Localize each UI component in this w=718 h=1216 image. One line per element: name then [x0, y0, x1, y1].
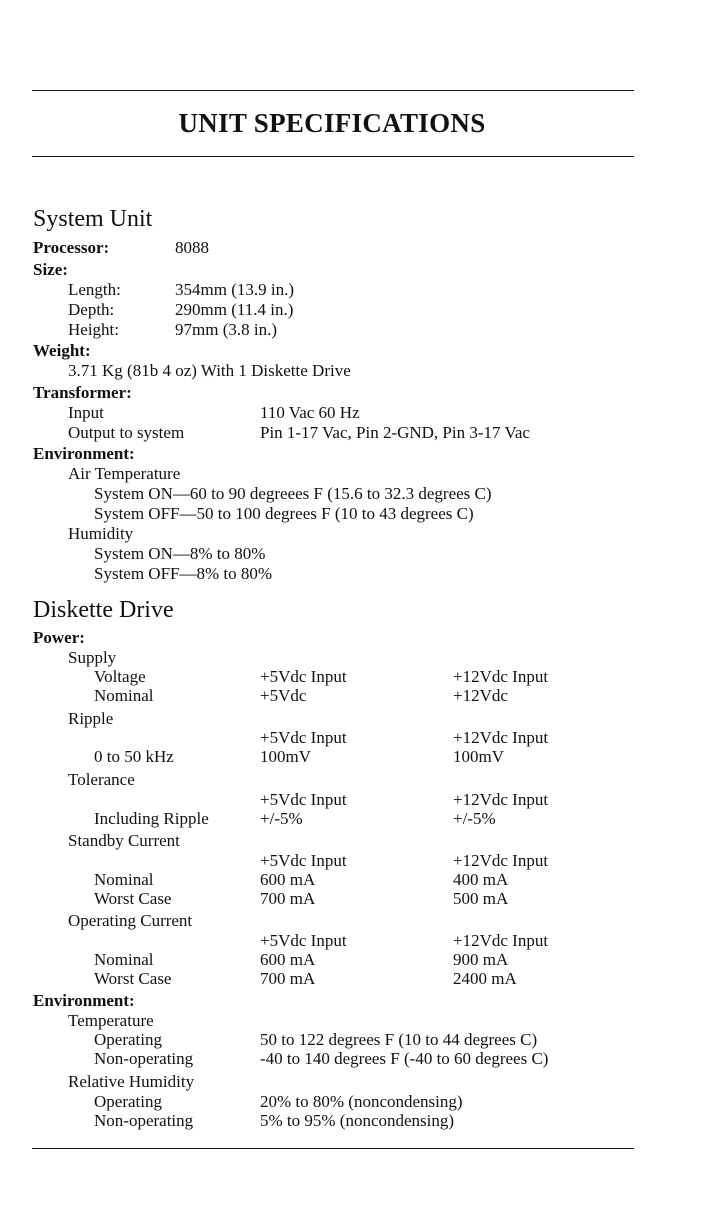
output-label: Output to system: [68, 423, 185, 442]
size-label: Size:: [33, 260, 68, 279]
nominal-5v: +5Vdc: [260, 686, 307, 705]
humidity-off: System OFF—8% to 80%: [94, 564, 273, 583]
operating-nominal-label: Nominal: [94, 950, 154, 969]
operating-nominal-12v: 900 mA: [453, 950, 509, 969]
weight-label: Weight:: [33, 341, 91, 360]
standby-header-12v: +12Vdc Input: [453, 851, 549, 870]
air-temperature-label: Air Temperature: [68, 464, 181, 483]
temp-operating-value: 50 to 122 degrees F (10 to 44 degrees C): [260, 1030, 538, 1049]
system-unit-heading: System Unit: [33, 206, 153, 232]
supply-label: Supply: [68, 648, 117, 667]
standby-header-5v: +5Vdc Input: [260, 851, 347, 870]
ripple-header-5v: +5Vdc Input: [260, 728, 347, 747]
top-rule: [32, 90, 634, 91]
nominal-label: Nominal: [94, 686, 154, 705]
length-label: Length:: [68, 280, 121, 299]
depth-value: 290mm (11.4 in.): [175, 300, 294, 319]
processor-value: 8088: [175, 238, 209, 257]
bottom-rule: [32, 1148, 634, 1149]
relative-humidity-label: Relative Humidity: [68, 1072, 195, 1091]
standby-current-label: Standby Current: [68, 831, 180, 850]
ripple-5v: 100mV: [260, 747, 311, 766]
title-rule: [32, 156, 634, 157]
temp-operating-label: Operating: [94, 1030, 162, 1049]
weight-value: 3.71 Kg (81b 4 oz) With 1 Diskette Drive: [68, 361, 351, 380]
standby-nominal-5v: 600 mA: [260, 870, 316, 889]
ripple-range-label: 0 to 50 kHz: [94, 747, 174, 766]
ripple-12v: 100mV: [453, 747, 504, 766]
diskette-drive-heading: Diskette Drive: [33, 597, 174, 623]
voltage-label: Voltage: [94, 667, 146, 686]
diskette-environment-label: Environment:: [33, 991, 135, 1010]
operating-nominal-5v: 600 mA: [260, 950, 316, 969]
transformer-label: Transformer:: [33, 383, 132, 402]
processor-label: Processor:: [33, 238, 110, 257]
output-value: Pin 1-17 Vac, Pin 2-GND, Pin 3-17 Vac: [260, 423, 530, 442]
tolerance-5v: +/-5%: [260, 809, 303, 828]
including-ripple-label: Including Ripple: [94, 809, 209, 828]
standby-worst-5v: 700 mA: [260, 889, 316, 908]
operating-current-label: Operating Current: [68, 911, 193, 930]
input-value: 110 Vac 60 Hz: [260, 403, 360, 422]
operating-header-12v: +12Vdc Input: [453, 931, 549, 950]
voltage-5v: +5Vdc Input: [260, 667, 347, 686]
temp-nonoperating-label: Non-operating: [94, 1049, 194, 1068]
standby-nominal-12v: 400 mA: [453, 870, 509, 889]
environment-label: Environment:: [33, 444, 135, 463]
height-value: 97mm (3.8 in.): [175, 320, 277, 339]
tolerance-header-12v: +12Vdc Input: [453, 790, 549, 809]
rh-nonoperating-value: 5% to 95% (noncondensing): [260, 1111, 455, 1130]
nominal-12v: +12Vdc: [453, 686, 508, 705]
temp-nonoperating-value: -40 to 140 degrees F (-40 to 60 degrees C): [260, 1049, 549, 1068]
voltage-12v: +12Vdc Input: [453, 667, 549, 686]
rh-operating-value: 20% to 80% (noncondensing): [260, 1092, 463, 1111]
input-label: Input: [68, 403, 104, 422]
standby-worst-label: Worst Case: [94, 889, 172, 908]
air-temp-off: System OFF—50 to 100 degrees F (10 to 43 degrees C): [94, 504, 474, 523]
air-temp-on: System ON—60 to 90 degreees F (15.6 to 32.3 degrees C): [94, 484, 492, 503]
operating-worst-label: Worst Case: [94, 969, 172, 988]
temperature-label: Temperature: [68, 1011, 154, 1030]
length-value: 354mm (13.9 in.): [175, 280, 294, 299]
standby-nominal-label: Nominal: [94, 870, 154, 889]
standby-worst-12v: 500 mA: [453, 889, 509, 908]
rh-operating-label: Operating: [94, 1092, 162, 1111]
humidity-label: Humidity: [68, 524, 134, 543]
tolerance-12v: +/-5%: [453, 809, 496, 828]
ripple-header-12v: +12Vdc Input: [453, 728, 549, 747]
power-label: Power:: [33, 628, 85, 647]
humidity-on: System ON—8% to 80%: [94, 544, 266, 563]
depth-label: Depth:: [68, 300, 115, 319]
operating-header-5v: +5Vdc Input: [260, 931, 347, 950]
tolerance-label: Tolerance: [68, 770, 135, 789]
operating-worst-12v: 2400 mA: [453, 969, 517, 988]
tolerance-header-5v: +5Vdc Input: [260, 790, 347, 809]
ripple-label: Ripple: [68, 709, 114, 728]
operating-worst-5v: 700 mA: [260, 969, 316, 988]
height-label: Height:: [68, 320, 119, 339]
rh-nonoperating-label: Non-operating: [94, 1111, 194, 1130]
page-title: UNIT SPECIFICATIONS: [178, 108, 486, 138]
